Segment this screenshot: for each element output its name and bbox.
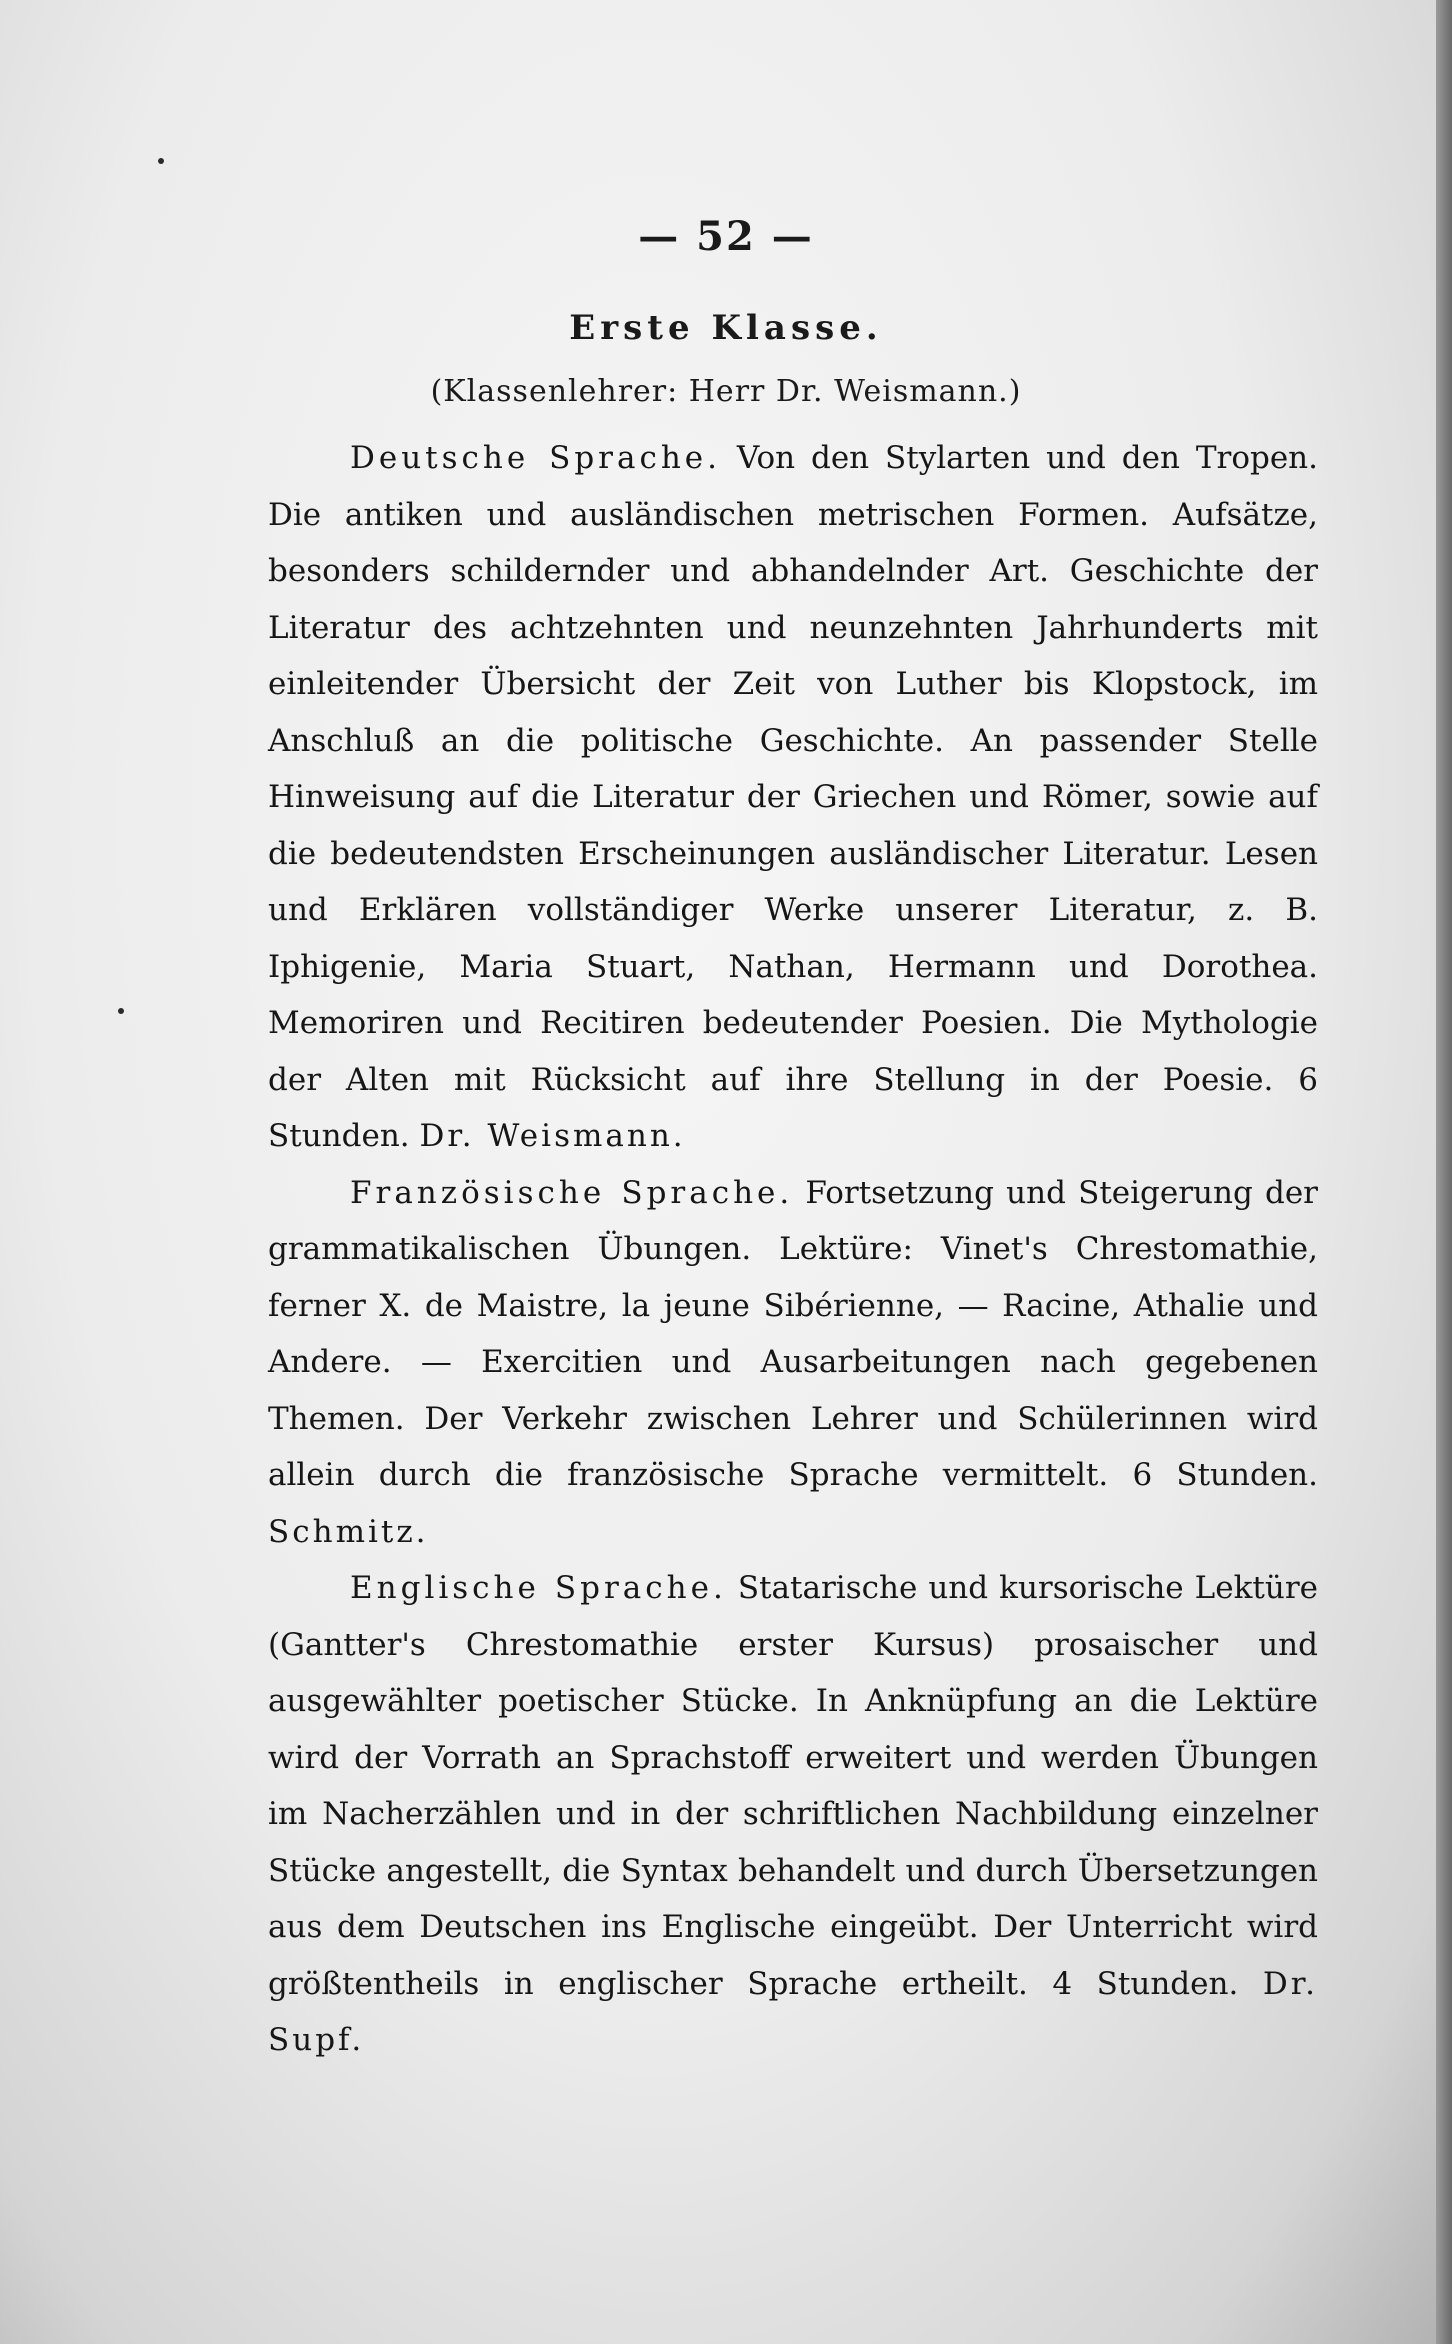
subject-heading: Deutsche Sprache.	[350, 440, 722, 476]
paragraph-text: Statarische und kursorische Lektüre (Gantter's Chrestomathie erster Kursus) prosaischer und ausgewählter poetischer Stücke. In Anknüpfung an die Lektüre wird der Vorrath an Sprachstoff erweitert und werden Übungen im Nacherzählen und in der schriftlichen Nachbildung einzelner Stücke angestellt, die Syntax behandelt und durch Übersetzungen aus dem Deutschen ins Englische eingeübt. Der Unterricht wird größtentheils in englischer Sprache ertheilt. 4 Stunden.	[268, 1570, 1318, 2002]
paragraph-text: Fortsetzung und Steigerung der grammatikalischen Übungen. Lektüre: Vinet's Chrestomathie, ferner X. de Maistre, la jeune Sibérienne, — Racine, Athalie und Andere. — Exercitien und Ausarbeitungen nach gegebenen Themen. Der Verkehr zwischen Lehrer und Schülerinnen wird allein durch die französische Sprache vermittelt. 6 Stunden.	[268, 1174, 1318, 1493]
speck	[118, 1008, 124, 1014]
subject-heading: Französische Sprache.	[350, 1174, 794, 1211]
paragraph-german	[268, 430, 1318, 1165]
paragraph-english	[268, 1560, 1318, 2069]
paragraph-text: Von den Stylarten und den Tropen. Die antiken und ausländischen metrischen Formen. Aufsätze, besonders schildernder und abhandelnder Art. Geschichte der Literatur des achtzehnten und neunzehnten Jahrhunderts mit einleitender Übersicht der Zeit von Luther bis Klopstock, im Anschluß an die politische Geschichte. An passender Stelle Hinweisung auf die Literatur der Griechen und Römer, sowie auf die bedeutendsten Erscheinungen ausländischer Literatur. Lesen und Erklären vollständiger Werke unserer Literatur, z. B. Iphigenie, Maria Stuart, Nathan, Hermann und Dorothea. Memoriren und Recitiren bedeutender Poesien. Die Mythologie der Alten mit Rücksicht auf ihre Stellung in der Poesie. 6 Stunden.	[268, 440, 1318, 1154]
page-number: — 52 —	[638, 213, 814, 260]
subject-heading: Englische Sprache.	[350, 1570, 727, 1606]
teacher-name: Schmitz.	[268, 1513, 429, 1550]
body-text	[268, 430, 1318, 2069]
teacher-name: Dr. Supf.	[268, 1965, 1318, 2058]
class-teacher-line: (Klassenlehrer: Herr Dr. Weismann.)	[430, 374, 1022, 409]
teacher-name: Dr. Weismann.	[419, 1118, 686, 1154]
paragraph-french	[268, 1165, 1318, 1561]
speck	[158, 158, 164, 164]
page-edge-shadow	[1436, 0, 1452, 2344]
section-title: Erste Klasse.	[569, 308, 883, 348]
